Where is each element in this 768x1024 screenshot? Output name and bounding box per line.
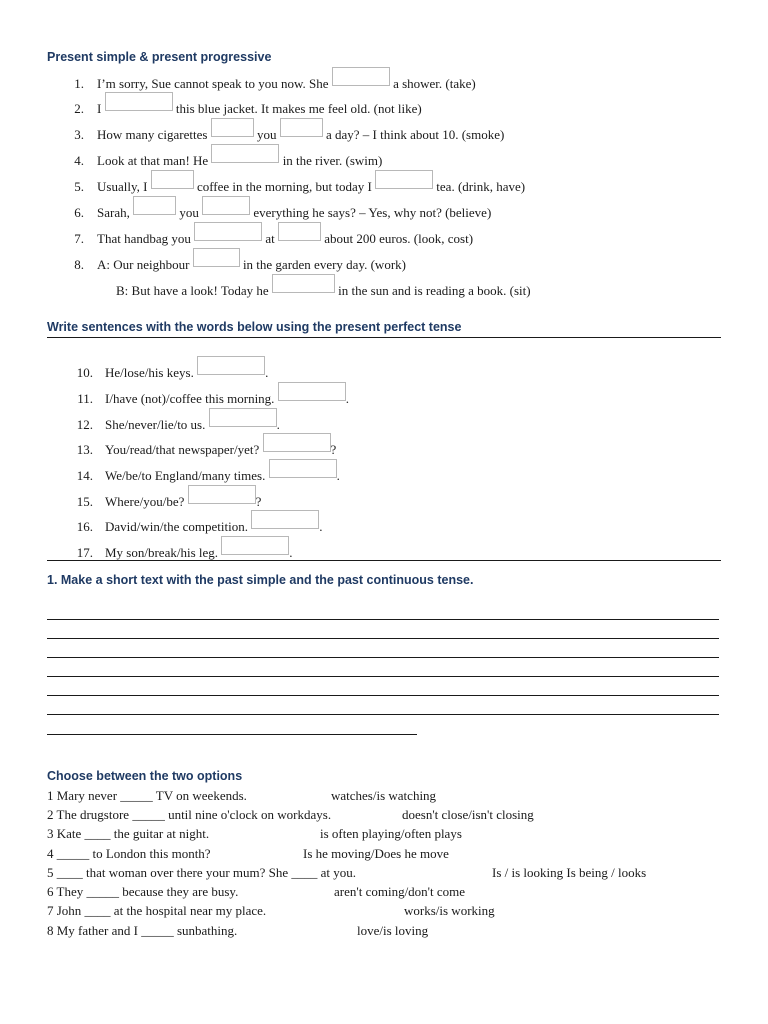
choice-options: Is he moving/Does he move: [303, 846, 449, 861]
answer-box[interactable]: [375, 170, 433, 189]
item-text: How many cigarettes: [97, 127, 211, 142]
item-text: You/read/that newspaper/yet?: [105, 442, 263, 457]
answer-box[interactable]: [211, 118, 254, 137]
section-divider: [47, 337, 721, 338]
choice-item: [47, 845, 449, 863]
item-text: My son/break/his leg.: [105, 545, 222, 560]
item-text: at: [262, 231, 279, 246]
answer-box[interactable]: [278, 222, 321, 241]
item-text: a day? – I think about 10. (smoke): [322, 127, 505, 142]
answer-box[interactable]: [278, 382, 346, 401]
choice-options: works/is working: [404, 903, 495, 918]
answer-box[interactable]: [269, 459, 337, 478]
item-number: 13.: [76, 442, 93, 457]
choice-item: [47, 806, 534, 824]
item-number: 2.: [74, 101, 84, 116]
choice-sentence: 2 The drugstore _____ until nine o'clock on workdays.: [47, 807, 332, 822]
item-number: 10.: [76, 365, 93, 380]
answer-box[interactable]: [105, 92, 173, 111]
item-text: .: [336, 468, 340, 483]
answer-box[interactable]: [211, 144, 279, 163]
item-number: 12.: [76, 417, 93, 432]
answer-box[interactable]: [188, 485, 256, 504]
item-text: She/never/lie/to us.: [105, 417, 209, 432]
section-heading-past-tenses: 1. Make a short text with the past simple and the past continuous tense.: [47, 573, 474, 587]
item-text: in the river. (swim): [279, 153, 383, 168]
item-text: .: [319, 519, 323, 534]
choice-item: [47, 825, 462, 843]
choice-options: is often playing/often plays: [320, 826, 462, 841]
item-number: 17.: [76, 545, 93, 560]
answer-box[interactable]: [332, 67, 390, 86]
writing-line: [47, 734, 417, 735]
writing-line: [47, 695, 719, 696]
writing-line: [47, 638, 719, 639]
item-text: Sarah,: [97, 205, 134, 220]
answer-box[interactable]: [251, 510, 319, 529]
item-text: We/be/to England/many times.: [105, 468, 269, 483]
choice-options: watches/is watching: [331, 788, 437, 803]
item-text: Look at that man! He: [97, 153, 212, 168]
answer-box[interactable]: [209, 408, 277, 427]
writing-line: [47, 619, 719, 620]
item-text: A: Our neighbour: [97, 257, 193, 272]
item-text: ?: [255, 494, 262, 509]
item-text: you: [176, 205, 203, 220]
item-text: .: [345, 391, 349, 406]
choice-item: [47, 883, 466, 901]
section-heading-present-perfect: Write sentences with the words below using the present perfect tense: [47, 320, 462, 334]
writing-line: [47, 657, 719, 658]
item-text: in the garden every day. (work): [239, 257, 406, 272]
choice-options: love/is loving: [357, 923, 429, 938]
item-number: 8.: [74, 257, 84, 272]
item-text: tea. (drink, have): [433, 179, 526, 194]
section-heading-choose-options: Choose between the two options: [47, 769, 243, 783]
choice-sentence: 4 _____ to London this month?: [47, 846, 211, 861]
answer-box[interactable]: [194, 222, 262, 241]
item-text: ?: [330, 442, 337, 457]
answer-box[interactable]: [202, 196, 250, 215]
item-text: you: [253, 127, 280, 142]
answer-box[interactable]: [197, 356, 265, 375]
item-number: 7.: [74, 231, 84, 246]
answer-box[interactable]: [193, 248, 240, 267]
choice-options: aren't coming/don't come: [334, 884, 466, 899]
answer-box[interactable]: [263, 433, 331, 452]
item-text: in the sun and is reading a book. (sit): [334, 283, 531, 298]
item-number: 5.: [74, 179, 84, 194]
item-text: everything he says? – Yes, why not? (believe): [250, 205, 492, 220]
choice-item: [47, 787, 437, 805]
item-text: .: [265, 365, 269, 380]
choice-sentence: 7 John ____ at the hospital near my place.: [47, 903, 267, 918]
choice-item: [47, 902, 495, 920]
item-number: 14.: [76, 468, 93, 483]
section-heading-present-simple: Present simple & present progressive: [47, 50, 272, 64]
item-number: 15.: [76, 494, 93, 509]
writing-line: [47, 714, 719, 715]
choice-sentence: 1 Mary never _____ TV on weekends.: [47, 788, 247, 803]
item-text: a shower. (take): [389, 76, 476, 91]
item-text: B: But have a look! Today he: [116, 283, 272, 298]
writing-line: [47, 676, 719, 677]
item-number: 1.: [74, 76, 84, 91]
item-text: He/lose/his keys.: [105, 365, 198, 380]
answer-box[interactable]: [280, 118, 323, 137]
item-text: I’m sorry, Sue cannot speak to you now. She: [97, 76, 332, 91]
item-number: 11.: [77, 391, 93, 406]
choice-sentence: 3 Kate ____ the guitar at night.: [47, 826, 210, 841]
item-text: Where/you/be?: [105, 494, 188, 509]
choice-options: doesn't close/isn't closing: [402, 807, 534, 822]
item-text: .: [276, 417, 280, 432]
choice-item: [47, 864, 647, 882]
answer-box[interactable]: [151, 170, 194, 189]
item-text: I/have (not)/coffee this morning.: [105, 391, 278, 406]
answer-box[interactable]: [272, 274, 335, 293]
choice-sentence: 5 ____ that woman over there your mum? She ____ at you.: [47, 865, 357, 880]
item-text: this blue jacket. It makes me feel old. (not like): [172, 101, 422, 116]
choice-sentence: 8 My father and I _____ sunbathing.: [47, 923, 238, 938]
choice-options: Is / is looking Is being / looks: [492, 865, 647, 880]
item-number: 6.: [74, 205, 84, 220]
answer-box[interactable]: [221, 536, 289, 555]
item-text: about 200 euros. (look, cost): [321, 231, 474, 246]
choice-item: [47, 922, 429, 940]
section-divider: [47, 560, 721, 561]
item-text: coffee in the morning, but today I: [193, 179, 376, 194]
item-text: Usually, I: [97, 179, 151, 194]
item-text: .: [289, 545, 293, 560]
item-text: David/win/the competition.: [105, 519, 252, 534]
item-number: 3.: [74, 127, 84, 142]
choice-sentence: 6 They _____ because they are busy.: [47, 884, 239, 899]
item-number: 4.: [74, 153, 84, 168]
item-text: That handbag you: [97, 231, 195, 246]
answer-box[interactable]: [133, 196, 176, 215]
item-number: 16.: [76, 519, 93, 534]
item-text: I: [97, 101, 105, 116]
